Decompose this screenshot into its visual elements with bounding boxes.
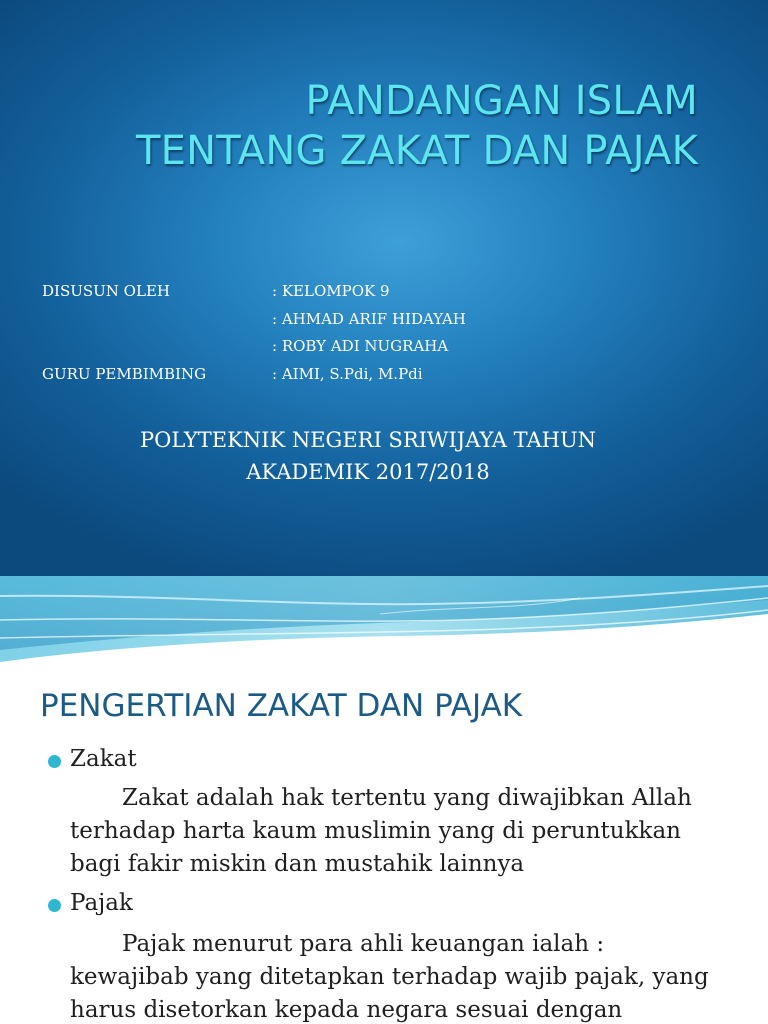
paragraph-line: bagi fakir miskin dan mustahik lainnya: [70, 851, 525, 877]
credit-label: DISUSUN OLEH: [42, 282, 170, 300]
wave-decoration: [0, 576, 768, 666]
bullet-icon: [48, 755, 61, 768]
slide-title: [0, 76, 698, 176]
bullet-icon: [48, 899, 61, 912]
paragraph-line: Zakat adalah hak tertentu yang diwajibkan Allah: [122, 785, 692, 811]
bullet-heading-pajak: Pajak: [70, 890, 133, 916]
paragraph-line: Pajak menurut para ahli keuangan ialah :: [122, 931, 605, 957]
credit-value: : AHMAD ARIF HIDAYAH: [272, 310, 466, 328]
credit-label: GURU PEMBIMBING: [42, 365, 207, 383]
paragraph-line: terhadap harta kaum muslimin yang di peruntukkan: [70, 818, 681, 844]
zakat-paragraph: [70, 782, 692, 881]
bullet-heading-zakat: Zakat: [70, 746, 137, 772]
slide-title-line-2: TENTANG ZAKAT DAN PAJAK: [136, 128, 698, 174]
institution-line-2: AKADEMIK 2017/2018: [246, 460, 490, 484]
credit-value: : AIMI, S.Pdi, M.Pdi: [272, 365, 423, 383]
slide-title-line-1: PANDANGAN ISLAM: [305, 78, 698, 124]
paragraph-line: kewajibab yang ditetapkan terhadap wajib pajak, yang: [70, 964, 709, 990]
credit-value: : ROBY ADI NUGRAHA: [272, 337, 449, 355]
institution-line-1: POLYTEKNIK NEGERI SRIWIJAYA TAHUN: [139, 428, 597, 452]
pajak-paragraph: [70, 928, 709, 1024]
paragraph-line: harus disetorkan kepada negara sesuai dengan: [70, 997, 623, 1023]
institution-text: [0, 424, 736, 488]
credit-value: : KELOMPOK 9: [272, 282, 390, 300]
content-slide: [0, 576, 768, 1024]
content-slide-title: PENGERTIAN ZAKAT DAN PAJAK: [40, 688, 523, 724]
